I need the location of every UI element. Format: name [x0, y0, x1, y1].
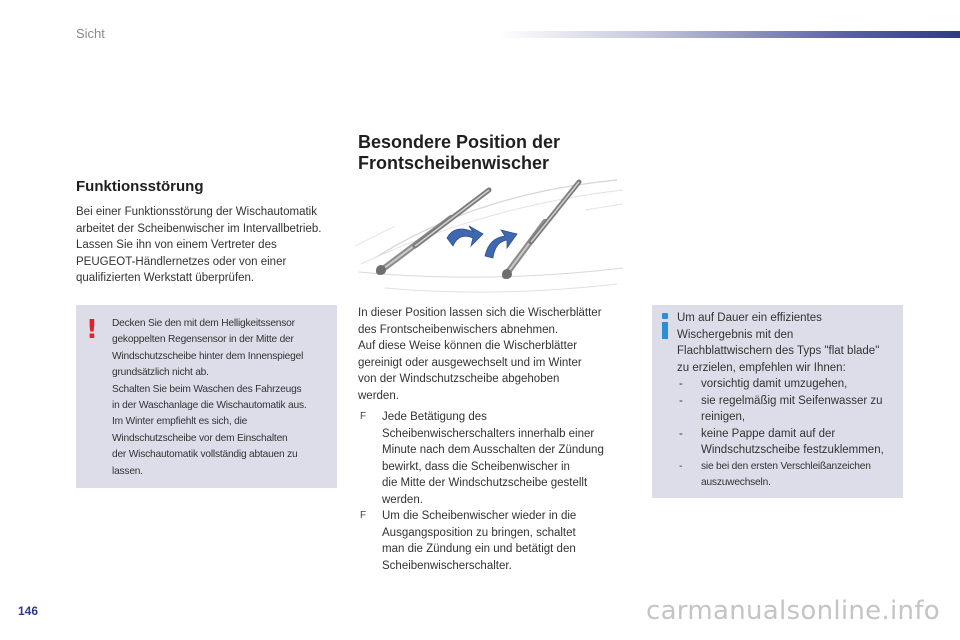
dash-marker: - [679, 427, 683, 440]
wiper-position-heading [358, 132, 638, 174]
heading-line: Frontscheibenwischer [358, 153, 550, 173]
header-accent-bar [500, 31, 960, 38]
text-line: man die Zündung ein und betätigt den [382, 543, 576, 555]
wiper-steps-list [358, 409, 623, 574]
exclamation-icon: ! [86, 315, 98, 345]
list-item [677, 426, 901, 459]
text-line: Um die Scheibenwischer wieder in die [382, 510, 577, 522]
wiper-illustration [355, 176, 625, 298]
text-line: grundsätzlich nicht ab. [112, 367, 209, 379]
text-line: sie bei den ersten Verschleißanzeichen [701, 460, 871, 472]
list-item [358, 409, 623, 508]
windshield-base [385, 284, 617, 292]
right-wiper-blade [502, 182, 579, 279]
text-line: gekoppelten Regensensor in der Mitte der [112, 334, 294, 346]
text-line: Lassen Sie ihn von einem Vertreter des [76, 239, 277, 251]
windshield-base [359, 268, 623, 277]
watermark-text: carmanualsonline.info [645, 596, 940, 626]
list-item [677, 393, 901, 426]
text-line: Im Winter empfiehlt es sich, die [112, 416, 248, 428]
bullet-marker: F [360, 411, 367, 422]
text-line: vorsichtig damit umzugehen, [701, 378, 848, 390]
text-line: in der Waschanlage die Wischautomatik aus. [112, 400, 307, 412]
info-box [652, 305, 903, 498]
info-text [677, 310, 901, 492]
glass-line [585, 204, 623, 210]
text-line: Ausgangsposition zu bringen, schaltet [382, 526, 576, 539]
text-line: werden. [382, 493, 423, 506]
dash-marker: - [679, 394, 683, 407]
text-line: des Frontscheibenwischers abnehmen. [358, 323, 559, 336]
text-line: keine Pappe damit auf der [701, 427, 836, 440]
text-line: bewirkt, dass die Scheibenwischer in [382, 460, 570, 473]
text-line: gereinigt oder ausgewechselt und im Winter [358, 356, 582, 369]
text-line: arbeitet der Scheibenwischer im Intervallbetrieb. [76, 222, 322, 235]
dash-marker: - [679, 460, 683, 472]
text-line: Scheibenwischerschalter. [382, 559, 512, 572]
warning-box [76, 305, 337, 488]
dash-marker: - [679, 378, 683, 390]
text-line: Bei einer Funktionsstörung der Wischautomatik [76, 206, 317, 218]
text-line: Minute nach dem Ausschalten der Zündung [382, 444, 604, 456]
info-icon [660, 313, 670, 339]
text-line: PEUGEOT-Händlernetzes oder von einer [76, 255, 287, 268]
left-lift-arrow-icon [447, 226, 483, 246]
section-title: Sicht [76, 26, 105, 41]
text-line: zu erzielen, empfehlen wir Ihnen: [677, 361, 846, 374]
text-line: In dieser Position lassen sich die Wischerblätter [358, 307, 602, 319]
text-line: sie regelmäßig mit Seifenwasser zu [701, 394, 883, 407]
bullet-marker: F [360, 510, 367, 521]
text-line: werden. [358, 389, 399, 402]
warning-text [112, 316, 330, 480]
text-line: Jede Betätigung des [382, 411, 487, 423]
text-line: reinigen, [701, 411, 746, 423]
text-line: die Mitte der Windschutzscheibe gestellt [382, 477, 588, 489]
text-line: Schalten Sie beim Waschen des Fahrzeugs [112, 383, 302, 395]
malfunction-paragraph [76, 204, 338, 287]
recommendations-list [677, 376, 901, 492]
text-line: Flachblattwischern des Typs "flat blade" [677, 345, 880, 357]
text-line: qualifizierten Werkstatt überprüfen. [76, 272, 255, 284]
page-number: 146 [18, 604, 39, 618]
glass-line [355, 226, 395, 246]
text-line: Windschutzscheibe hinter dem Innenspiegel [112, 350, 304, 362]
text-line: Windschutzscheibe vor dem Einschalten [112, 432, 288, 444]
text-line: der Wischautomatik vollständig abtauen zu [112, 449, 298, 461]
text-line: Auf diese Weise können die Wischerblätter [358, 340, 578, 352]
text-line: von der Windschutzscheibe abgehoben [358, 373, 560, 385]
malfunction-section [76, 178, 338, 287]
list-item [358, 508, 623, 574]
text-line: Scheibenwischerschalters innerhalb einer [382, 427, 595, 440]
heading-line: Besondere Position der [358, 132, 561, 152]
text-line: Decken Sie den mit dem Helligkeitssensor [112, 318, 295, 329]
text-line: auszuwechseln. [701, 477, 771, 488]
wiper-intro-paragraph [358, 305, 620, 404]
text-line: Windschutzscheibe festzuklemmen, [701, 444, 884, 456]
right-lift-arrow-icon [485, 230, 517, 258]
text-line: lassen. [112, 465, 143, 477]
list-item [677, 459, 901, 492]
list-item [677, 376, 901, 393]
malfunction-heading: Funktionsstörung [76, 178, 204, 195]
text-line: Um auf Dauer ein effizientes [677, 312, 822, 324]
text-line: Wischergebnis mit den [677, 328, 794, 341]
